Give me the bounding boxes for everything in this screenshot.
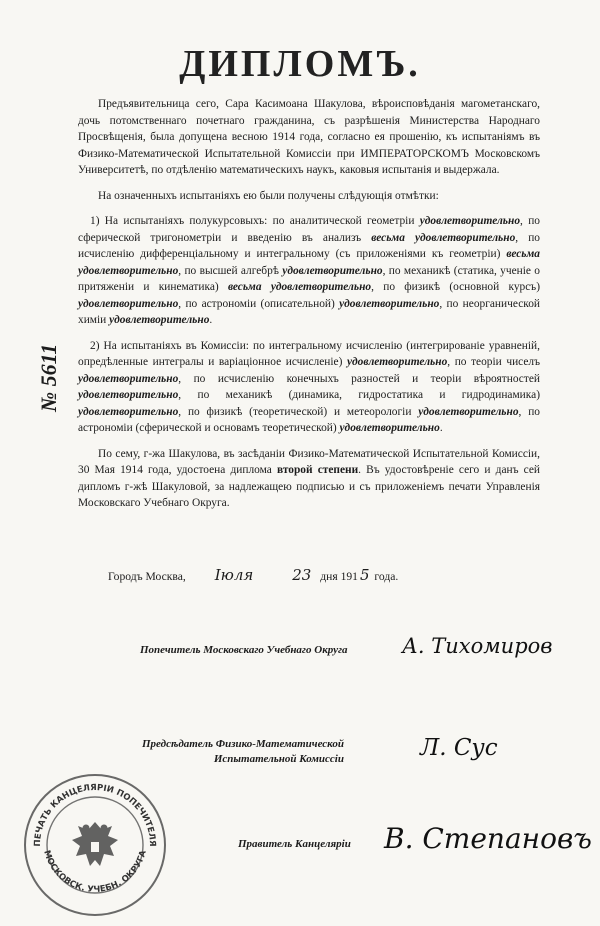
item1-text: . — [209, 314, 213, 326]
item1-text: , по исчисленію дифференціальному и интегральному (съ приложеніями къ геометріи) — [78, 231, 540, 260]
grade: весьма удовлетворительно — [227, 281, 372, 293]
item1-text: , по высшей алгебрѣ — [178, 264, 283, 277]
conclusion-paragraph — [78, 446, 540, 512]
double-eagle-icon — [72, 822, 118, 866]
grade: удовлетворительно — [78, 297, 179, 310]
item1-text: , по неорганической химіи — [78, 297, 540, 326]
document-title: ДИПЛОМЪ. — [179, 43, 421, 85]
intro-paragraph: Предъявительница сего, Сара Касимоана Шакулова, вѣроисповѣданія магометанскаго, дочь потомственнаго почетнаго гражданина, съ разрѣшенія Министерства Народнаго Просвѣщенія, была допущена весною 1914 года, согласно ея прошенію, къ испытаніямъ въ Физико-Математической Испытательной Комиссіи при ИМПЕРАТОРСКОМЪ Московскомъ Университетѣ, по отдѣленію математическихъ наукъ, каковыя испытанія и выдержала. — [78, 98, 540, 176]
marks-intro: На означенныхъ испытаніяхъ ею были получены слѣдующія отмѣтки: — [98, 189, 439, 202]
handwritten-month: Іюля — [214, 566, 254, 584]
item1-text: , по механикѣ (статика, ученіе о притяженіи и кинематика) — [78, 264, 540, 293]
item-2-paragraph — [78, 338, 540, 437]
item-1-paragraph — [78, 213, 540, 329]
item2-text: , по астрономіи (сферической и основамъ теоретической) — [78, 405, 540, 434]
grade: удовлетворительно — [419, 215, 521, 227]
item1-text: 1) На испытаніяхъ полукурсовыхъ: по аналитической геометріи — [90, 215, 420, 227]
seal-ring-top: ПЕЧАТЬ КАНЦЕЛЯРІИ ПОПЕЧИТЕЛЯ — [32, 782, 158, 847]
item2-text: , по механикѣ (динамика, гидростатика и гидродинамика) — [178, 389, 540, 401]
chair-label-line1: Предсѣдатель Физико-Математической — [142, 738, 344, 750]
degree-text: второй степени — [276, 464, 359, 476]
date-tail: года. — [374, 570, 399, 583]
trustee-signature-label — [140, 644, 348, 656]
item2-text: , по исчисленію конечныхъ разностей и теоріи вѣроятностей — [178, 372, 540, 385]
registration-number — [24, 302, 64, 422]
grade: удовлетворительно — [78, 389, 179, 401]
document-body — [78, 96, 540, 521]
conclusion-text: . Въ удостовѣреніе сего и данъ сей дипломъ г-жѣ Шакуловой, за надлежащею подписью и съ приложеніемъ печати Управленія Московскаго Учебнаго Округа. — [78, 464, 540, 509]
grade: удовлетворительно — [339, 422, 440, 434]
seal-ring-bottom: МОСКОВСК. УЧЕБН. ОКРУГА — [41, 849, 149, 895]
handwritten-day: 23 — [292, 566, 312, 584]
chair-label-line2: Испытательной Комиссіи — [213, 753, 344, 765]
chair-signature: Л. Сус — [420, 735, 498, 761]
handwritten-year-digit: 5 — [359, 566, 370, 584]
conclusion-text: По сему, г-жа Шакулова, въ засѣданіи Физико-Математической Испытательной Комиссіи, 30 Мая 1914 года, удостоена диплома — [78, 447, 540, 476]
item2-text: 2) На испытаніяхъ въ Комиссіи: по интегральному исчисленію (интегрированіе уравненій, опредѣленные интегралы и варіаціонное исчисленіе) — [78, 339, 540, 368]
trustee-signature: А. Тихомиров — [402, 634, 553, 658]
item1-text: , по сферической тригонометріи и введенію въ анализъ — [78, 215, 540, 244]
chair-signature-label — [142, 737, 344, 767]
item1-text: , по астрономіи (описательной) — [178, 297, 340, 310]
grade: удовлетворительно — [339, 297, 440, 310]
grade: весьма удовлетворительно — [78, 248, 540, 277]
grade: удовлетворительно — [418, 405, 519, 418]
trustee-label-text: Попечитель Московскаго Учебнаго Округа — [140, 644, 348, 656]
grade: удовлетворительно — [346, 356, 448, 368]
city-label: Городъ Москва, — [108, 570, 186, 583]
date-line — [108, 566, 398, 584]
grade: удовлетворительно — [78, 372, 179, 385]
registration-number-text: № 5611 — [36, 343, 61, 412]
grade: удовлетворительно — [78, 405, 179, 418]
office-label-text: Правитель Канцеляріи — [238, 838, 351, 850]
grade: весьма удовлетворительно — [371, 231, 516, 244]
office-signature-label — [238, 838, 351, 850]
date-middle: дня 191 — [320, 570, 358, 583]
item2-text: , по теоріи чиселъ — [447, 356, 540, 368]
official-seal — [20, 770, 170, 920]
item2-text: . — [439, 422, 443, 434]
grade: удовлетворительно — [109, 314, 210, 326]
grade: удовлетворительно — [282, 264, 383, 277]
item2-text: , по физикѣ (теоретической) и метеорологіи — [178, 405, 419, 418]
office-signature: В. Степановъ — [384, 822, 592, 855]
item1-text: , по физикѣ (основной курсъ) — [371, 281, 540, 293]
